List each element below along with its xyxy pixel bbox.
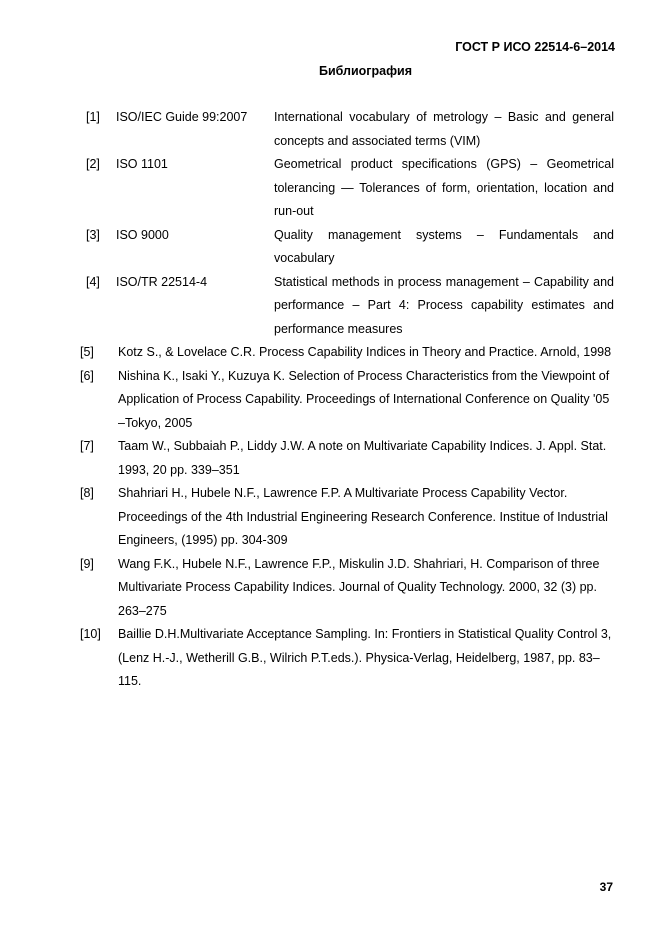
standard-code: ISO/TR 22514-4 — [116, 274, 208, 289]
reference-number: [6] — [80, 368, 94, 383]
reference-text: Nishina K., Isaki Y., Kuzuya K. Selection of Process Characteristics from the Viewpoint of Application of Process Capability. Proceedings of International Conference on Quality '05 –Tokyo, 2005 — [118, 368, 610, 430]
reference-number: [2] — [86, 157, 100, 171]
reference-text: Baillie D.H.Multivariate Acceptance Sampling. In: Frontiers in Statistical Quality Control 3, (Lenz H.-J., Wetherill G.B., Wilrich P.T.eds.). Physica-Verlag, Heidelberg, 1987, pp. 83–115. — [118, 627, 612, 688]
reference-text: Kotz S., & Lovelace C.R. Process Capability Indices in Theory and Practice. Arnold, 1998 — [118, 345, 612, 359]
reference-number: [10] — [80, 627, 101, 641]
reference-number: [8] — [80, 486, 94, 500]
reference-number: [1] — [86, 110, 100, 124]
standard-code: ISO 9000 — [116, 227, 169, 242]
reference-text: International vocabulary of metrology – Basic and general concepts and associated terms (VIM) — [274, 110, 614, 148]
reference-number: [4] — [86, 274, 100, 289]
reference-text: Wang F.K., Hubele N.F., Lawrence F.P., Miskulin J.D. Shahriari, H. Comparison of three Multivariate Process Capability Indices. Journal of Quality Technology. 2000, 32 (3) pp. 263–275 — [118, 556, 600, 618]
reference-number: [5] — [80, 345, 94, 359]
reference-number: [7] — [80, 439, 94, 453]
reference-item — [0, 482, 661, 553]
document-standard-code: ГОСТ Р ИСО 22514-6–2014 — [455, 40, 615, 54]
reference-item — [0, 435, 661, 482]
reference-item — [0, 106, 661, 153]
reference-item — [0, 224, 661, 271]
reference-item — [0, 623, 661, 694]
standard-code: ISO/IEC Guide 99:2007 — [116, 110, 248, 124]
reference-number: [9] — [80, 556, 94, 571]
standard-code: ISO 1101 — [116, 157, 168, 171]
reference-text: Shahriari H., Hubele N.F., Lawrence F.P. A Multivariate Process Capability Vector. Proceedings of the 4th Industrial Engineering Research Conference. Institue of Industrial Engineers, (1995) pp. 304-309 — [118, 486, 608, 547]
reference-item — [0, 365, 661, 436]
page-title: Библиография — [318, 64, 413, 78]
reference-text: Quality management systems – Fundamentals and vocabulary — [274, 227, 614, 265]
bibliography-list — [0, 106, 661, 694]
reference-item — [0, 553, 661, 624]
reference-text: Taam W., Subbaiah P., Liddy J.W. A note on Multivariate Capability Indices. J. Appl. Stat. 1993, 20 pp. 339–351 — [118, 439, 607, 477]
page-number: 37 — [599, 880, 613, 894]
reference-item — [0, 271, 661, 342]
reference-item — [0, 341, 661, 365]
reference-text: Geometrical product specifications (GPS) – Geometrical tolerancing — Tolerances of form, orientation, location and run-out — [274, 157, 614, 218]
reference-item — [0, 153, 661, 224]
reference-text: Statistical methods in process management – Capability and performance – Part 4: Process capability estimates and performance measures — [274, 274, 614, 336]
reference-number: [3] — [86, 227, 100, 242]
